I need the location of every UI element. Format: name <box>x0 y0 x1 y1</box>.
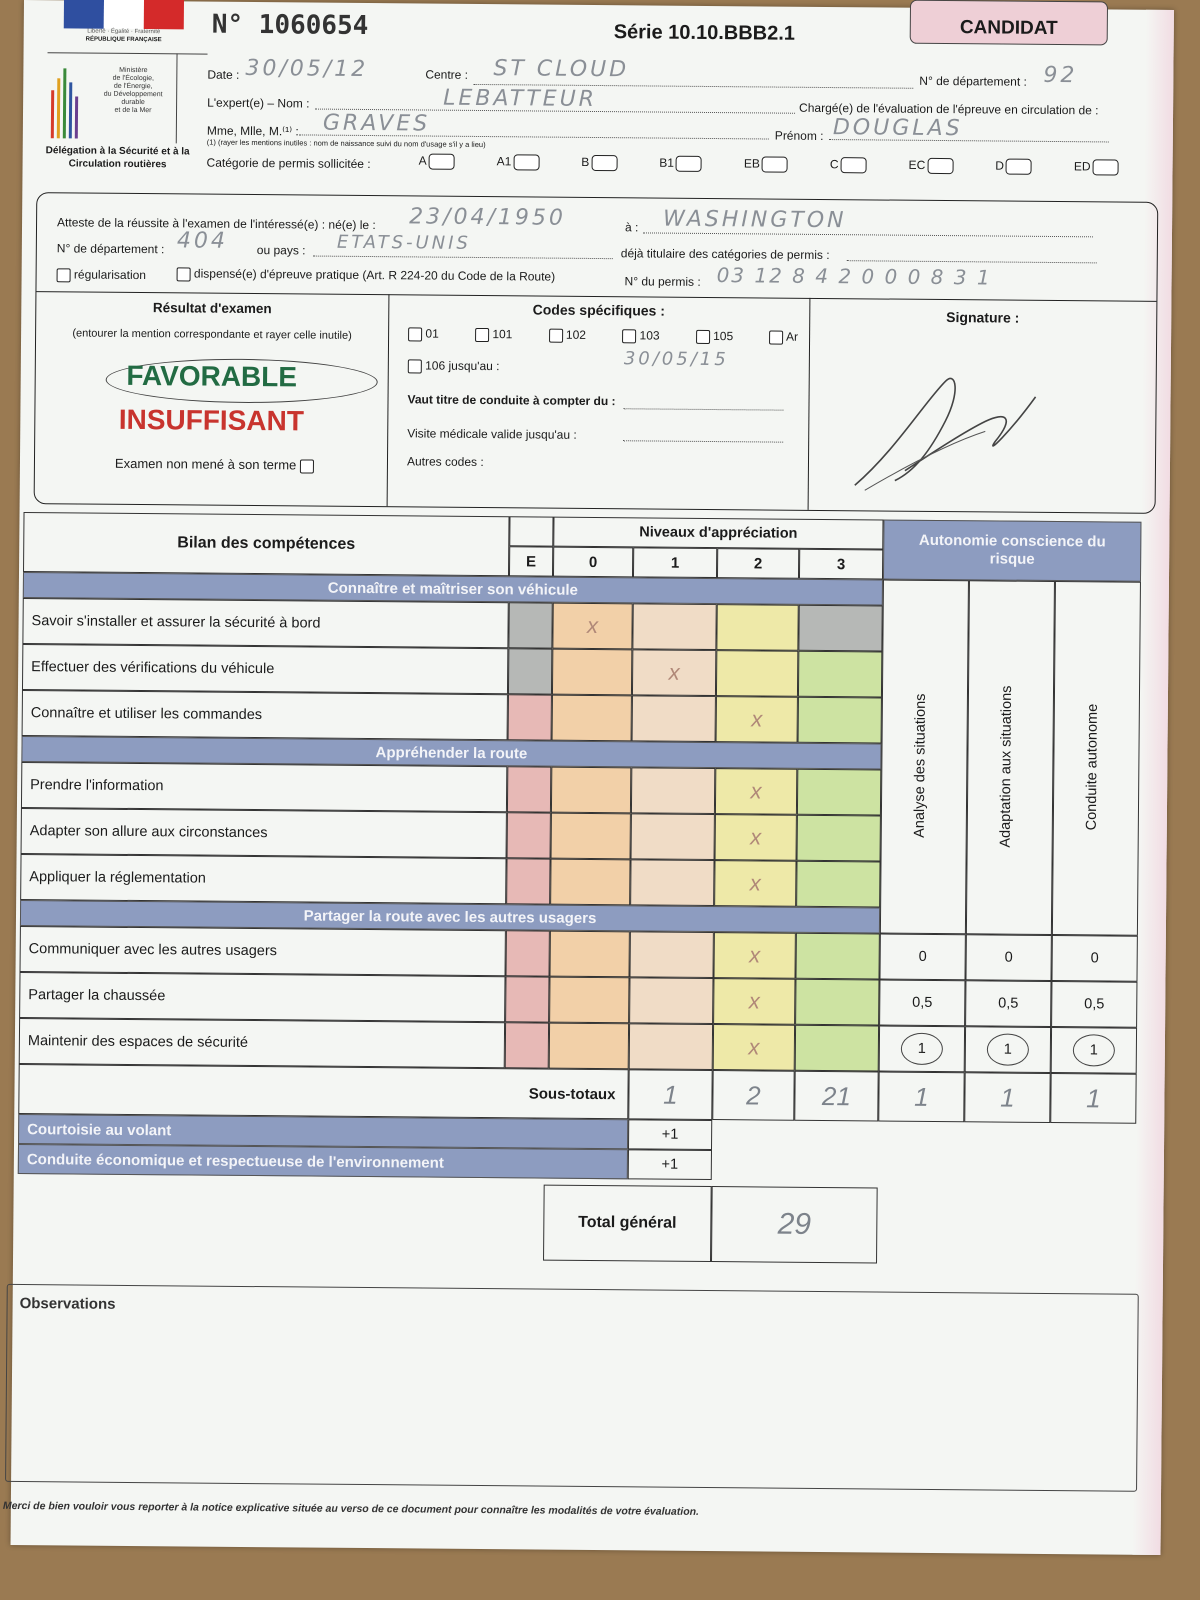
cat-a[interactable]: A <box>419 153 455 169</box>
level-cell-1[interactable]: x <box>632 649 716 696</box>
score-value: 0 <box>918 948 927 965</box>
candidate-label: Mme, Mlle, M.⁽¹⁾ : <box>206 123 299 139</box>
autonomie-header: Autonomie conscience du risque <box>883 520 1142 582</box>
level-cell-2[interactable]: x <box>713 932 795 979</box>
code-101[interactable]: 101 <box>475 327 513 342</box>
competence-row-label: Communiquer avec les autres usagers <box>20 926 506 976</box>
codes-list <box>408 326 798 344</box>
competence-row-label: Savoir s'installer et assurer la sécurité à bord <box>22 598 508 648</box>
autonomie-col-0 <box>880 580 969 935</box>
centre-value[interactable]: ST CLOUD <box>493 56 630 83</box>
level-cell-3[interactable] <box>795 1025 879 1072</box>
certificate-sheet <box>2 0 1174 1555</box>
level-cell-0[interactable] <box>551 813 631 860</box>
level-cell-E[interactable] <box>508 602 552 648</box>
autonomie-col-label: Conduite autonome <box>1083 704 1101 831</box>
cat-eb[interactable]: EB <box>744 156 788 172</box>
level-cell-2[interactable]: x <box>716 696 798 743</box>
sous-total-3[interactable]: 1 <box>878 1071 964 1122</box>
autonomie-col-2 <box>1052 581 1141 936</box>
vaut-titre-label: Vaut titre de conduite à compter du : <box>407 392 616 409</box>
sous-total-1[interactable]: 2 <box>712 1070 794 1121</box>
competence-row-label: Appliquer la réglementation <box>20 854 506 904</box>
autonomie-score-2[interactable] <box>1051 1027 1137 1074</box>
codes-title: Codes spécifiques : <box>532 301 666 319</box>
footnote-text: (1) (rayer les mentions inutiles : nom de naissance suivi du nom d'usage s'il y a lieu) <box>206 137 486 150</box>
score-value: 1 <box>987 1033 1029 1065</box>
serie-label: Série 10.10.BBB2.1 <box>613 21 796 45</box>
date-value[interactable]: 30/05/12 <box>245 55 369 83</box>
competence-row-label: Effectuer des vérifications du véhicule <box>22 644 508 694</box>
observations-box[interactable] <box>5 1284 1139 1492</box>
level-cell-2[interactable]: x <box>715 814 797 861</box>
centre-label: Centre : <box>425 67 469 82</box>
level-cell-3[interactable] <box>798 697 882 744</box>
code-105[interactable]: 105 <box>696 329 734 344</box>
result-subtitle: (entourer la mention correspondante et rayer celle inutile) <box>72 327 352 342</box>
bonus-eco-value[interactable]: +1 <box>628 1149 712 1180</box>
birth-label: Atteste de la réussite à l'examen de l'intéressé(e) : né(e) le : <box>57 215 376 233</box>
level-cell-3[interactable] <box>796 861 880 908</box>
level-cell-E[interactable] <box>507 766 551 812</box>
sous-total-0[interactable]: 1 <box>628 1069 712 1120</box>
autonomie-col-label: Adaptation aux situations <box>997 685 1016 848</box>
signature-scribble <box>835 360 1056 502</box>
charge-label: Chargé(e) de l'évaluation de l'épreuve en circulation de : <box>799 100 1099 118</box>
regularisation-option[interactable]: régularisation <box>57 267 147 283</box>
level-cell-3[interactable] <box>798 605 882 652</box>
bilan-title-cell: Bilan des compétences <box>23 512 510 576</box>
autonomie-score-0[interactable] <box>879 1026 965 1073</box>
competence-row-label: Adapter son allure aux circonstances <box>21 808 507 858</box>
level-cell-E[interactable] <box>507 812 551 858</box>
autonomie-score-1[interactable] <box>965 934 1051 981</box>
cat-ed[interactable]: ED <box>1074 159 1119 175</box>
section-band-0: Connaître et maîtriser son véhicule <box>23 572 883 606</box>
score-value: 1 <box>901 1033 943 1065</box>
permis-label: N° du permis : <box>624 274 701 289</box>
vaut-titre-field[interactable] <box>623 392 783 410</box>
result-box <box>34 192 1159 514</box>
score-value: 0,5 <box>1084 996 1105 1013</box>
level-cell-2[interactable] <box>716 604 798 651</box>
republic-name: RÉPUBLIQUE FRANÇAISE <box>85 36 162 44</box>
level-header-4: 3 <box>799 549 883 580</box>
level-cell-1[interactable] <box>631 767 715 814</box>
level-cell-3[interactable] <box>797 769 881 816</box>
score-value: 0,5 <box>912 994 933 1011</box>
level-cell-2[interactable]: x <box>714 860 796 907</box>
score-value: 1 <box>1073 1034 1115 1066</box>
prenom-value[interactable]: DOUGLAS <box>832 115 963 142</box>
autonomie-col-1 <box>966 580 1055 935</box>
level-cell-1[interactable] <box>632 695 716 742</box>
birth-dept-value[interactable]: 404 <box>176 228 229 254</box>
level-cell-1[interactable] <box>629 977 713 1024</box>
candidate-value[interactable]: GRAVES <box>322 110 431 137</box>
cat-d[interactable]: D <box>995 158 1032 174</box>
level-cell-E[interactable] <box>508 694 552 740</box>
birth-dept-label: N° de département : <box>56 241 165 257</box>
level-cell-0[interactable] <box>552 649 632 696</box>
level-cell-0[interactable] <box>549 977 629 1024</box>
level-cell-0[interactable] <box>552 695 632 742</box>
level-cell-E[interactable] <box>505 976 549 1022</box>
level-cell-2[interactable]: x <box>713 978 795 1025</box>
autonomie-score-1[interactable] <box>965 980 1051 1027</box>
competence-row-label: Partager la chaussée <box>19 972 505 1022</box>
autonomie-score-1[interactable] <box>965 1026 1051 1073</box>
expert-value[interactable]: LEBATTEUR <box>443 85 598 113</box>
level-cell-3[interactable] <box>795 979 879 1026</box>
dispense-option[interactable]: dispensé(e) d'épreuve pratique (Art. R 224-20 du Code de la Route) <box>177 266 556 284</box>
republic-motto: Liberté · Égalité · Fraternité <box>87 28 161 36</box>
score-value: 0 <box>1090 950 1099 967</box>
non-mene-option[interactable]: Examen non mené à son terme <box>115 456 314 473</box>
level-cell-3[interactable] <box>795 933 879 980</box>
categorie-label: Catégorie de permis sollicitée : <box>206 155 371 172</box>
sous-total-5[interactable]: 1 <box>1050 1073 1136 1124</box>
bonus-courtoisie-value[interactable]: +1 <box>628 1119 712 1150</box>
level-cell-3[interactable] <box>798 651 882 698</box>
code-106-date[interactable]: 30/05/15 <box>623 348 729 371</box>
pays-value[interactable]: ETATS-UNIS <box>336 231 472 254</box>
bonus-eco: Conduite économique et respectueuse de l'environnement <box>18 1144 628 1179</box>
departement-value[interactable]: 92 <box>1043 62 1078 89</box>
signature-label: Signature : <box>946 309 1020 326</box>
permis-value[interactable]: 03 12 8 4 2 0 0 0 8 3 1 <box>716 263 992 290</box>
result-title: Résultat d'examen <box>152 300 272 317</box>
favorable-mention[interactable]: FAVORABLE <box>126 359 298 393</box>
level-cell-3[interactable] <box>797 815 881 862</box>
level-cell-1[interactable] <box>632 603 716 650</box>
level-cell-0[interactable]: x <box>552 603 632 650</box>
section-band-1: Appréhender la route <box>21 736 881 770</box>
visite-field[interactable] <box>623 424 783 442</box>
competence-row-label: Connaître et utiliser les commandes <box>22 690 508 740</box>
autonomie-score-2[interactable] <box>1051 935 1137 982</box>
level-cell-1[interactable] <box>629 1023 713 1070</box>
code-01[interactable]: 01 <box>408 326 439 341</box>
code-102[interactable]: 102 <box>549 328 587 343</box>
autonomie-score-0[interactable] <box>879 980 965 1027</box>
code-106[interactable]: 106 jusqu'au : <box>408 358 500 374</box>
level-cell-1[interactable] <box>631 813 715 860</box>
birth-value[interactable]: 23/04/1950 <box>409 204 567 231</box>
section-band-2: Partager la route avec les autres usagers <box>20 900 880 934</box>
cat-b[interactable]: B <box>581 155 617 171</box>
total-label: Total général <box>543 1185 712 1262</box>
footer-note: Merci de bien vouloir vous reporter à la notice explicative située au verso de ce document pour connaître les modalités de votre évaluation. <box>2 1499 700 1518</box>
sous-total-2[interactable]: 21 <box>794 1071 878 1122</box>
autres-codes-label: Autres codes : <box>406 454 484 470</box>
competence-row-label: Prendre l'information <box>21 762 507 812</box>
level-header-0: E <box>509 546 553 576</box>
certificate-number: N° 1060654 <box>211 9 369 42</box>
ministry-bars-icon <box>47 60 84 140</box>
autonomie-col-label: Analyse des situations <box>911 693 929 839</box>
code-103[interactable]: 103 <box>622 328 660 343</box>
observations-title: Observations <box>19 1295 116 1313</box>
level-cell-0[interactable] <box>551 767 631 814</box>
visite-label: Visite médicale valide jusqu'au : <box>407 426 577 442</box>
autonomie-score-2[interactable] <box>1051 981 1137 1028</box>
level-cell-0[interactable] <box>549 1023 629 1070</box>
cat-b1[interactable]: B1 <box>659 156 702 172</box>
autonomie-score-0[interactable] <box>879 934 965 981</box>
deja-titulaire-label: déjà titulaire des catégories de permis : <box>620 246 830 263</box>
level-cell-0[interactable] <box>549 931 629 978</box>
score-value: 0 <box>1004 949 1013 966</box>
prenom-label: Prénom : <box>774 128 824 143</box>
total-value[interactable]: 29 <box>711 1186 878 1263</box>
pays-label: ou pays : <box>256 243 306 258</box>
level-cell-E[interactable] <box>505 1022 549 1068</box>
level-cell-E[interactable] <box>505 930 549 976</box>
level-cell-2[interactable] <box>716 650 798 697</box>
competence-row-label: Maintenir des espaces de sécurité <box>19 1018 505 1068</box>
level-e-blank <box>509 516 553 546</box>
sous-totaux-label: Sous-totaux <box>18 1064 628 1119</box>
level-cell-1[interactable] <box>630 859 714 906</box>
level-cell-2[interactable]: x <box>715 768 797 815</box>
level-header-2: 1 <box>633 547 717 578</box>
exemplaire-badge: CANDIDAT <box>910 0 1108 45</box>
cat-ec[interactable]: EC <box>909 158 954 174</box>
insuffisant-mention[interactable]: INSUFFISANT <box>118 403 305 437</box>
ministry-text: Ministère de l'Écologie, de l'Énergie, du Développement durable et de la Mer <box>103 66 163 115</box>
ministry-logo <box>47 60 84 140</box>
level-header-1: 0 <box>553 547 633 578</box>
date-label: Date : <box>207 67 240 82</box>
code-ar[interactable]: Ar <box>769 330 798 345</box>
departement-label: N° de département : <box>919 73 1027 89</box>
expert-label: L'expert(e) – Nom : <box>207 95 310 111</box>
score-value: 0,5 <box>998 995 1019 1012</box>
bonus-courtoisie: Courtoisie au volant <box>18 1114 628 1149</box>
cat-a1[interactable]: A1 <box>497 154 540 170</box>
delegation-label: Délégation à la Sécurité et à la Circulation routières <box>45 145 190 171</box>
level-cell-E[interactable] <box>506 858 550 904</box>
level-cell-2[interactable]: x <box>713 1024 795 1071</box>
sous-total-4[interactable]: 1 <box>964 1072 1050 1123</box>
level-cell-E[interactable] <box>508 648 552 694</box>
categorie-checkboxes <box>419 153 1119 175</box>
level-header-3: 2 <box>717 548 799 579</box>
birthplace-label: à : <box>624 220 639 235</box>
level-cell-0[interactable] <box>550 859 630 906</box>
niveaux-header: Niveaux d'appréciation <box>553 517 883 550</box>
level-cell-1[interactable] <box>629 931 713 978</box>
birthplace-value[interactable]: WASHINGTON <box>663 206 847 234</box>
competence-grid <box>17 512 1166 1282</box>
cat-c[interactable]: C <box>830 157 867 173</box>
